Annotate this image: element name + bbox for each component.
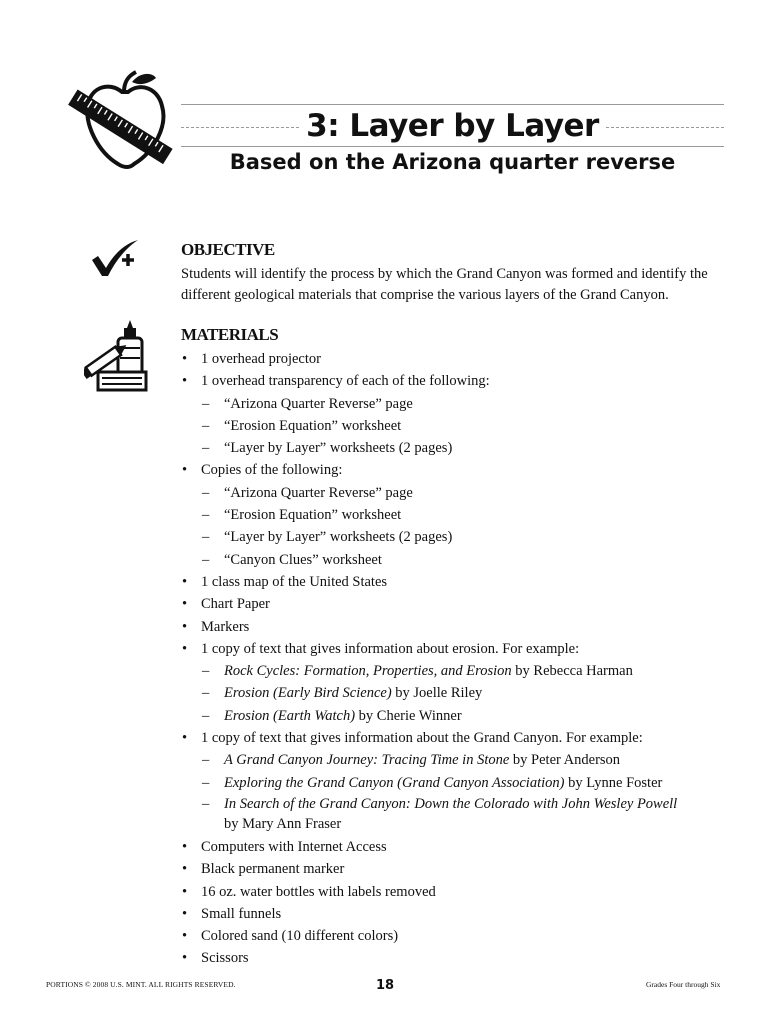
materials-item: • Markers — [181, 616, 741, 638]
book-byline: by Cherie Winner — [355, 707, 462, 724]
lesson-title — [181, 106, 724, 146]
materials-subitem — [181, 660, 741, 682]
materials-subitem: – “Erosion Equation” worksheet — [181, 415, 741, 437]
materials-item: • Scissors — [181, 947, 741, 969]
glue-pencil-supplies-icon — [84, 318, 154, 394]
materials-subitem: – “Arizona Quarter Reverse” page — [181, 393, 741, 415]
objective-text: Students will identify the process by which the Grand Canyon was formed and identify the different geological materials that comprise the various layers of the Grand Canyon. — [181, 266, 708, 303]
materials-item: • Copies of the following: — [181, 459, 741, 481]
materials-item: • 1 overhead projector — [181, 348, 741, 370]
checkmark-plus-icon — [88, 238, 142, 278]
materials-subitem: – “Layer by Layer” worksheets (2 pages) — [181, 526, 741, 548]
materials-item: • 1 copy of text that gives information about the Grand Canyon. For example: — [181, 727, 741, 749]
materials-subitem: – “Arizona Quarter Reverse” page — [181, 482, 741, 504]
lesson-title-text: 3: Layer by Layer — [300, 108, 605, 144]
book-title: A Grand Canyon Journey: Tracing Time in Stone — [224, 752, 510, 769]
book-title: Exploring the Grand Canyon (Grand Canyon Association) — [224, 774, 565, 791]
materials-item: • Computers with Internet Access — [181, 836, 741, 858]
page-number: 18 — [376, 978, 395, 993]
footer-copyright: PORTIONS © 2008 U.S. MINT. ALL RIGHTS RESERVED. — [46, 980, 236, 989]
materials-item: • 1 class map of the United States — [181, 571, 741, 593]
materials-subitem — [181, 705, 741, 727]
apple-ruler-icon — [58, 68, 176, 172]
footer-grades: Grades Four through Six — [646, 980, 721, 989]
materials-item: • Chart Paper — [181, 593, 741, 615]
book-byline: by Lynne Foster — [564, 774, 663, 791]
book-title: In Search of the Grand Canyon: Down the Colorado with John Wesley Powell — [224, 795, 678, 812]
book-byline: by Joelle Riley — [391, 685, 483, 702]
materials-subitem — [181, 772, 741, 794]
materials-item: • 1 copy of text that gives information about erosion. For example: — [181, 638, 741, 660]
book-byline: by Mary Ann Fraser — [224, 815, 342, 832]
book-byline: by Peter Anderson — [509, 752, 621, 769]
materials-item: • Small funnels — [181, 903, 741, 925]
book-title: Erosion (Early Bird Science) — [224, 685, 392, 702]
materials-subitem — [181, 794, 741, 836]
objective-heading: OBJECTIVE — [181, 240, 275, 259]
materials-item: • Black permanent marker — [181, 858, 741, 880]
book-byline: by Rebecca Harman — [511, 663, 633, 680]
materials-heading: MATERIALS — [181, 325, 279, 344]
materials-subitem: – “Canyon Clues” worksheet — [181, 549, 741, 571]
lesson-subtitle: Based on the Arizona quarter reverse — [229, 150, 676, 174]
title-rule-top — [181, 104, 724, 105]
materials-item: • Colored sand (10 different colors) — [181, 925, 741, 947]
materials-item: • 1 overhead transparency of each of the following: — [181, 370, 741, 392]
book-title: Rock Cycles: Formation, Properties, and Erosion — [224, 663, 512, 680]
materials-subitem — [181, 749, 741, 771]
materials-item: • 16 oz. water bottles with labels removed — [181, 881, 741, 903]
materials-list — [181, 348, 741, 970]
materials-subitem: – “Layer by Layer” worksheets (2 pages) — [181, 437, 741, 459]
materials-subitem: – “Erosion Equation” worksheet — [181, 504, 741, 526]
materials-subitem — [181, 682, 741, 704]
book-title: Erosion (Earth Watch) — [224, 707, 356, 724]
